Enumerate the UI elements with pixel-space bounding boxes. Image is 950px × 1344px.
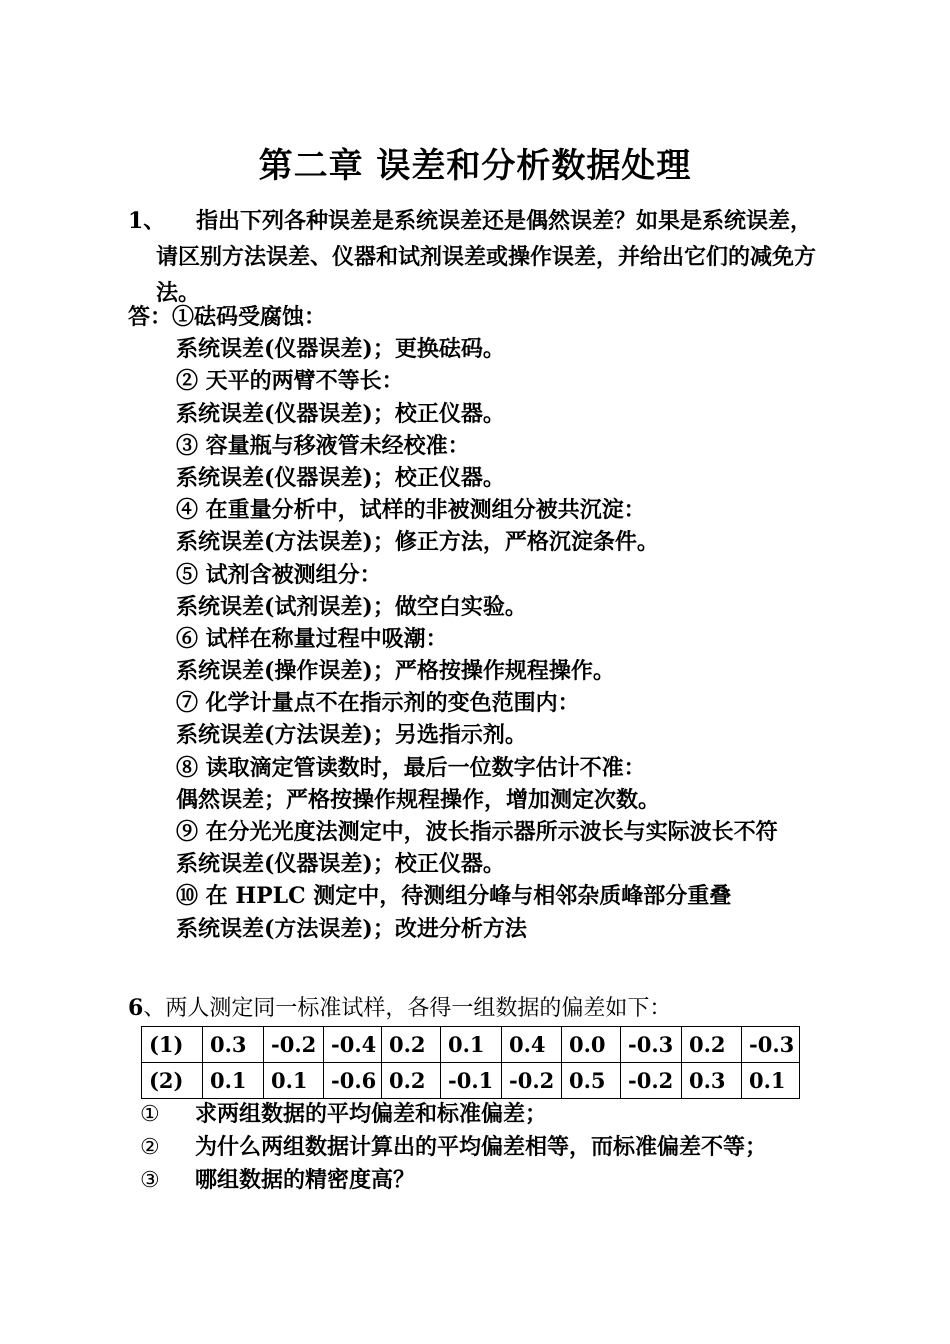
table-cell: -0.2: [502, 1063, 562, 1099]
answer-line: ⑩ 在 HPLC 测定中，待测组分峰与相邻杂质峰部分重叠: [176, 883, 732, 910]
table-cell: -0.4: [324, 1027, 382, 1063]
answer-line: ⑧ 读取滴定管读数时，最后一位数字估计不准：: [176, 754, 646, 781]
answer-line: ② 天平的两臂不等长：: [176, 368, 404, 395]
table-cell: -0.1: [441, 1063, 502, 1099]
table-cell: -0.6: [324, 1063, 382, 1099]
table-cell: 0.2: [382, 1027, 441, 1063]
answer-line: 系统误差(仪器误差)；更换砝码。: [176, 336, 505, 363]
table-cell: 0.2: [682, 1027, 742, 1063]
table-cell: 0.3: [203, 1027, 264, 1063]
list-item: [140, 1164, 830, 1197]
answer-line: 系统误差(方法误差)；改进分析方法: [176, 915, 527, 942]
chapter-title: 第二章 误差和分析数据处理: [258, 146, 692, 186]
subquestion-text: 求两组数据的平均偏差和标准偏差；: [195, 1101, 548, 1127]
table-row: [142, 1063, 800, 1099]
list-item: [140, 1098, 830, 1131]
subquestion-marker: ③: [140, 1168, 160, 1193]
table-cell: -0.3: [742, 1027, 800, 1063]
table-cell: 0.1: [441, 1027, 502, 1063]
table-cell: 0.5: [562, 1063, 621, 1099]
question-1-number: 1、: [128, 208, 166, 234]
table-cell: 0.3: [682, 1063, 742, 1099]
answer-line: ⑦ 化学计量点不在指示剂的变色范围内：: [176, 690, 580, 717]
subquestion-text: 为什么两组数据计算出的平均偏差相等，而标准偏差不等；: [195, 1134, 768, 1160]
answer-line: 系统误差(仪器误差)；校正仪器。: [176, 400, 505, 427]
table-cell: -0.3: [621, 1027, 682, 1063]
list-item: [140, 1131, 830, 1164]
answer-line: 系统误差(方法误差)；另选指示剂。: [176, 722, 527, 749]
table-row: [142, 1027, 800, 1063]
table-cell: -0.2: [621, 1063, 682, 1099]
deviation-table: [141, 1026, 800, 1099]
table-cell: 0.1: [203, 1063, 264, 1099]
answer-line: 系统误差(试剂误差)；做空白实验。: [176, 593, 527, 620]
table-cell: 0.4: [502, 1027, 562, 1063]
question-6-text: 、两人测定同一标准试样，各得一组数据的偏差如下：: [143, 996, 672, 1021]
table-cell: 0.1: [264, 1063, 324, 1099]
subquestion-marker: ②: [140, 1135, 160, 1160]
answer-line: ⑥ 试样在称量过程中吸潮：: [176, 625, 448, 652]
answer-line: ⑤ 试剂含被测组分：: [176, 561, 382, 588]
answer-line: ⑨ 在分光光度法测定中，波长指示器所示波长与实际波长不符: [176, 819, 778, 845]
table-cell: (2): [142, 1063, 203, 1099]
answer-line: 答：①砝码受腐蚀：: [128, 304, 327, 330]
answer-line: 偶然误差；严格按操作规程操作，增加测定次数。: [176, 786, 661, 813]
question-6: [128, 990, 671, 1027]
table-cell: 0.2: [382, 1063, 441, 1099]
question-1-text: 指出下列各种误差是系统误差还是偶然误差？如果是系统误差，请区别方法误差、仪器和试剂误差或操作误差，并给出它们的减免方法。: [156, 208, 817, 306]
question-6-number: 6: [128, 995, 144, 1021]
question-1: [128, 203, 828, 311]
answer-line: 系统误差(操作误差)；严格按操作规程操作。: [176, 658, 615, 685]
answer-block: [128, 301, 848, 945]
answer-line: ③ 容量瓶与移液管未经校准：: [176, 432, 470, 459]
subquestion-list: [140, 1098, 830, 1197]
answer-line: 系统误差(仪器误差)；校正仪器。: [176, 851, 505, 878]
table-cell: 0.0: [562, 1027, 621, 1063]
table-cell: -0.2: [264, 1027, 324, 1063]
table-cell: 0.1: [742, 1063, 800, 1099]
answer-line: 系统误差(仪器误差)；校正仪器。: [176, 464, 505, 491]
answer-line: ④ 在重量分析中，试样的非被测组分被共沉淀：: [176, 497, 646, 524]
answer-line: 系统误差(方法误差)；修正方法，严格沉淀条件。: [176, 529, 659, 556]
subquestion-marker: ①: [140, 1102, 160, 1127]
table-cell: (1): [142, 1027, 203, 1063]
subquestion-text: 哪组数据的精密度高？: [195, 1167, 416, 1193]
